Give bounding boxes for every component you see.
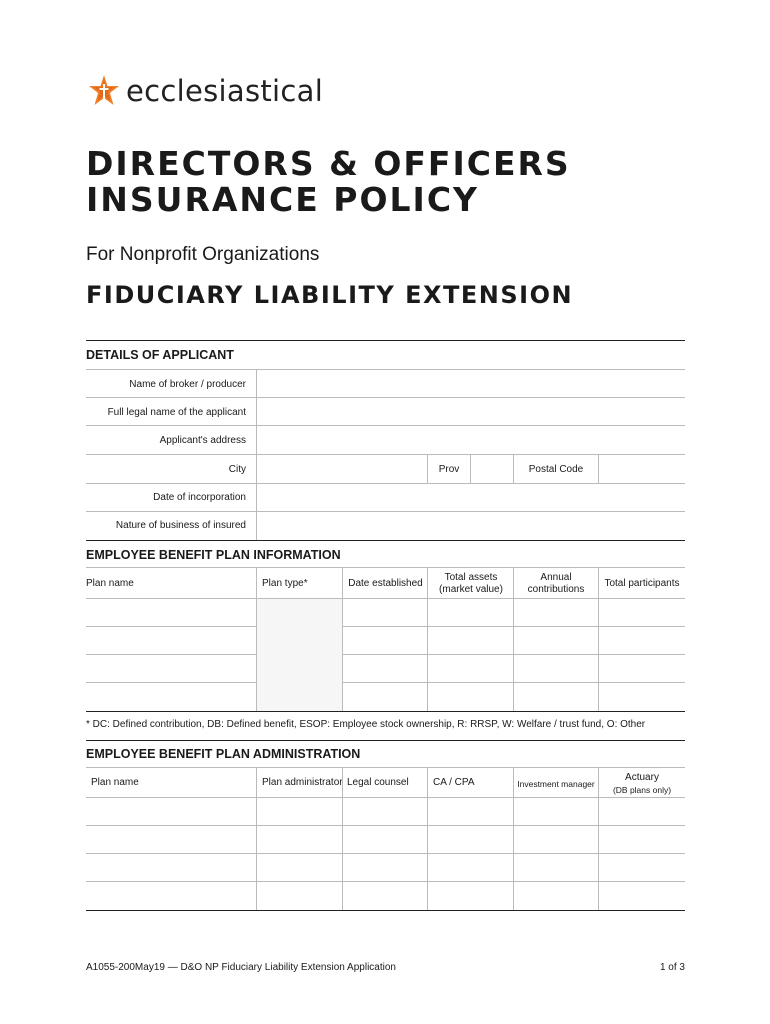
title-line-2: INSURANCE POLICY [86,180,479,219]
form-id: A1055-200May19 — D&O NP Fiduciary Liability Extension Application [86,962,396,973]
benefit-admin-heading: EMPLOYEE BENEFIT PLAN ADMINISTRATION [86,747,361,761]
title-line-1: DIRECTORS & OFFICERS [86,144,571,183]
benefit-admin-row[interactable] [86,826,685,853]
benefit-info-row[interactable] [86,627,685,654]
col-admin-plan-name: Plan name [91,777,139,788]
city-field[interactable] [257,455,427,483]
col-plan-administrator: Plan administrator [262,777,343,788]
row-divider [86,567,685,568]
benefit-info-row[interactable] [86,599,685,626]
row-divider [86,767,685,768]
broker-label: Name of broker / producer [129,379,246,390]
incorporation-label: Date of incorporation [153,492,246,503]
legal-name-label: Full legal name of the applicant [107,407,246,418]
city-label: City [228,464,246,475]
col-total-assets: Total assets (market value) [439,572,503,595]
applicant-heading: DETAILS OF APPLICANT [86,348,234,362]
postal-label: Postal Code [528,464,584,475]
broker-field[interactable] [257,370,685,397]
col-annual-contributions: Annual contributions [527,572,585,595]
col-legal-counsel: Legal counsel [347,777,409,788]
benefit-admin-row[interactable] [86,854,685,881]
address-label: Applicant's address [159,435,246,446]
section-divider [86,340,685,341]
brand-name: ecclesiastical [126,74,324,108]
extension-title: FIDUCIARY LIABILITY EXTENSION [86,281,574,309]
benefit-admin-row[interactable] [86,798,685,825]
section-divider [86,910,685,911]
brand-logo [86,70,323,112]
col-actuary: Actuary [625,772,659,783]
incorporation-field[interactable] [257,484,685,511]
section-divider [86,740,685,741]
address-field[interactable] [257,426,685,454]
benefit-info-row[interactable] [86,683,685,710]
legal-name-field[interactable] [257,398,685,425]
page-subtitle: For Nonprofit Organizations [86,244,320,265]
prov-label: Prov [438,464,460,475]
col-investment-manager: Investment manager [517,779,595,789]
section-divider [86,711,685,712]
col-total-participants: Total participants [604,578,680,589]
col-plan-name: Plan name [86,578,134,589]
nature-field[interactable] [257,512,685,540]
col-plan-type: Plan type* [262,578,308,589]
plan-type-note: * DC: Defined contribution, DB: Defined benefit, ESOP: Employee stock ownership, R: RRSP, W: Welfare / trust fund, O: Other [86,719,646,730]
star-cross-icon [86,73,122,109]
page-title [86,146,686,218]
actuary-note: (DB plans only) [612,785,672,795]
page-number: 1 of 3 [659,962,685,973]
nature-label: Nature of business of insured [115,520,246,531]
benefit-info-row[interactable] [86,655,685,682]
postal-field[interactable] [599,455,685,483]
section-divider [86,540,685,541]
col-ca-cpa: CA / CPA [433,777,475,788]
col-date-established: Date established [348,578,423,589]
prov-field[interactable] [471,455,513,483]
benefit-info-heading: EMPLOYEE BENEFIT PLAN INFORMATION [86,548,341,562]
benefit-admin-row[interactable] [86,882,685,909]
